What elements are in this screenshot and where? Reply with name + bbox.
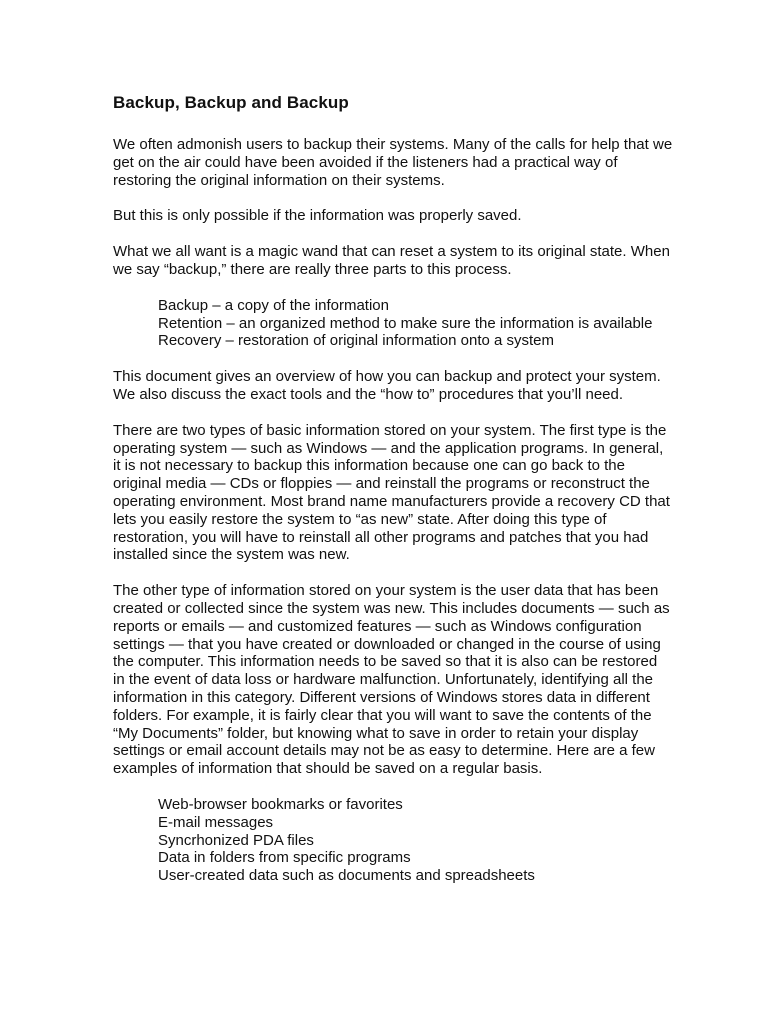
document-title: Backup, Backup and Backup (113, 93, 349, 112)
list-item-retention: Retention – an organized method to make sure the information is available (158, 314, 653, 332)
document-page (113, 93, 673, 903)
paragraph-magic-wand: What we all want is a magic wand that can reset a system to its original state. When we say “backup,” there are really three parts to this process. (113, 243, 670, 278)
list-item: Syncrhonized PDA files (158, 831, 314, 849)
paragraph-user-data: The other type of information stored on your system is the user data that has been created or collected since the system was new. This includes documents — such as reports or emails — and customized features — such as Windows configuration settings — that you have created or downloaded or changed in the course of using the computer. This information needs to be saved so that it is also can be restored in the event of data loss or hardware malfunction. Unfortunately, identifying all the information in this category. Different versions of Windows stores data in different folders. For example, it is fairly clear that you will want to save the contents of the “My Documents” folder, but knowing what to save in order to retain your display settings or email account details may not be as easy to determine. Here are a few examples of information that should be saved on a regular basis. (113, 582, 670, 778)
paragraph-two-types: There are two types of basic information stored on your system. The first type is the operating system — such as Windows — and the application programs. In general, it is not necessary to backup this information because one can go back to the original media — CDs or floppies — and reinstall the programs or reconstruct the operating environment. Most brand name manufacturers provide a recovery CD that lets you easily restore the system to “as new” state. After doing this type of restoration, you will have to reinstall all other programs and patches that you had installed since the system was new. (113, 421, 670, 564)
paragraph-intro: We often admonish users to backup their systems. Many of the calls for help that we get on the air could have been avoided if the listeners had a practical way of restoring the original information on their systems. (113, 136, 673, 189)
list-item: User-created data such as documents and spreadsheets (158, 867, 535, 885)
data-examples-list (158, 796, 673, 885)
list-item-recovery: Recovery – restoration of original information onto a system (158, 332, 555, 350)
list-item-backup: Backup – a copy of the information (158, 296, 389, 314)
paragraph-overview: This document gives an overview of how you can backup and protect your system. We also discuss the exact tools and the “how to” procedures that you’ll need. (113, 368, 661, 403)
list-item: Web-browser bookmarks or favorites (158, 795, 403, 813)
paragraph-properly-saved: But this is only possible if the information was properly saved. (113, 207, 522, 225)
process-parts-list (158, 297, 673, 350)
list-item: Data in folders from specific programs (158, 849, 411, 867)
list-item: E-mail messages (158, 813, 274, 831)
